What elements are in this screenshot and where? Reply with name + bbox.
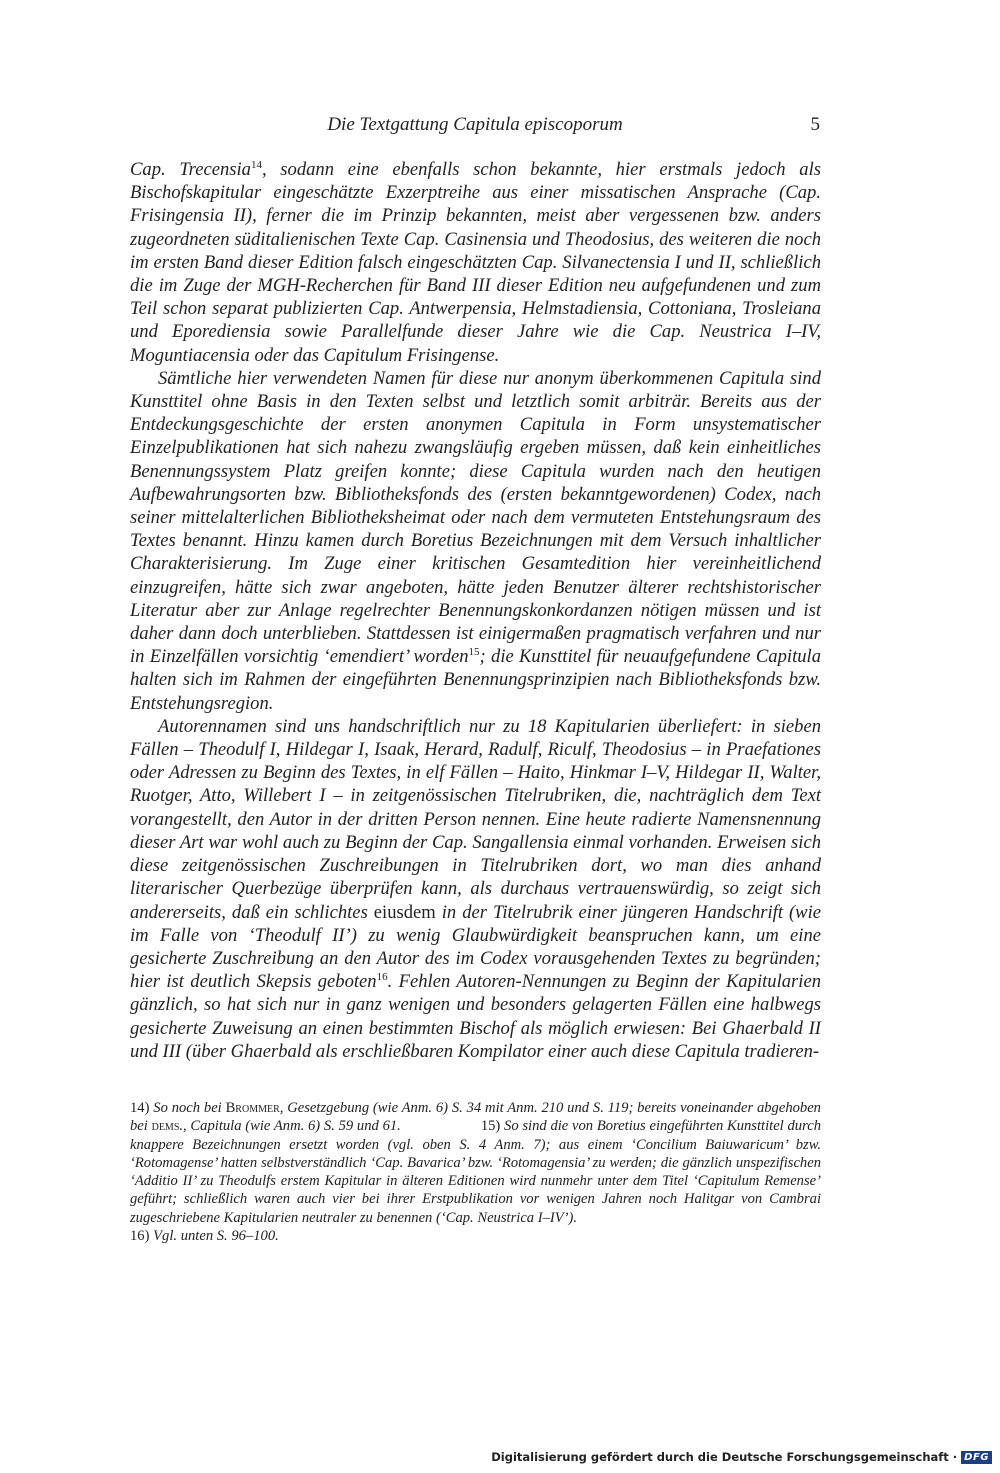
footnote-15-text: So sind die von Boretius eingeführten Kunsttitel durch knappere Bezeichnungen ersetzt worden (vgl. oben S. 4 Anm. 7); aus einem ‘Concilium Baiuwaricum’ bzw. ‘Rotomagense’ hatten selbstverständlich ‘Cap. Bavarica’ bzw. ‘Rotomagensia’ zu werden; die gänzlich unspezifischen ‘Additio II’ zu Theodulfs erstem Kapitular in älteren Editionen wird nunmehr unter dem Titel ‘Capitulum Remense’ geführt; schließlich waren auch vier bei ihrer Erstpublikation vor wenigen Jahren noch Halitgar von Cambrai zugeschriebene Kapitularien neutraler zu benennen (‘Cap. Neustrica I–IV’). <box>130 1118 821 1226</box>
paragraph-1 <box>130 158 821 367</box>
footnote-15-number: 15) <box>480 1118 501 1135</box>
main-text <box>130 158 821 1063</box>
footnote-ref-14[interactable]: 14 <box>250 159 262 171</box>
footnote-14-text-b: , Gesetzgebung (wie Anm. 6) S. 34 mit Anm. 210 und S. 119; bereits voneinander abgehoben bei <box>130 1100 821 1135</box>
footnote-14-text-c: ., Capitula (wie Anm. 6) S. 59 und 61. <box>179 1118 401 1135</box>
paragraph-3-text-a: Autorennamen sind uns handschriftlich nur zu 18 Kapitularien überliefert: in sieben Fällen – Theodulf I, Hildegar I, Isaak, Herard, Radulf, Riculf, Theodosius – in Praefationes oder Adressen zu Beginn des Textes, in elf Fällen – Haito, Hinkmar I–V, Hildegar II, Walter, Ruotger, Atto, Willebert I – in zeitgenössischen Titelrubriken, die, nachträglich dem Text vorangestellt, den Autor in der dritten Person nennen. Eine heute radierte Namensnennung dieser Art war wohl auch zu Beginn der Cap. Sangallensia einmal vorhanden. Erweisen sich diese zeitgenössischen Zuschreibungen in Titelrubriken dort, wo man dies anhand literarischer Querbezüge überprüfen kann, als durchaus vertrauenswürdig, so zeigt sich andererseits, daß ein schlichtes <box>130 715 821 923</box>
term-eiusdem: eiusdem <box>373 901 436 923</box>
paragraph-3 <box>130 715 821 1063</box>
dfg-logo-icon: DFG <box>961 1451 992 1464</box>
footnote-ref-16[interactable]: 16 <box>376 971 388 984</box>
footnote-14-text-a: So noch bei <box>153 1100 222 1116</box>
footnotes <box>130 1099 821 1245</box>
credit-text: Digitalisierung gefördert durch die Deutsche Forschungsgemeinschaft · <box>491 1450 958 1464</box>
paragraph-2 <box>130 367 821 715</box>
paragraph-1-text-a: Cap. Trecensia <box>130 159 251 180</box>
paragraph-3-text-c: . Fehlen Autoren-Nennungen zu Beginn der Kapitularien gänzlich, so hat sich nur in ganz wenigen und besonders gelagerten Fällen eine halbwegs gesicherte Zuweisung an einen bestimmten Bischof als möglich erwiesen: Bei Ghaerbald II und III (über Ghaerbald als erschließbaren Kompilator einer auch diese Capitula tradieren- <box>130 971 822 1062</box>
footnote-16-text: Vgl. unten S. 96–100. <box>153 1228 279 1245</box>
paragraph-2-text-a: Sämtliche hier verwendeten Namen für diese nur anonym überkommenen Capitula sind Kunsttitel ohne Basis in den Texten selbst und letztlich somit arbiträr. Bereits aus der Entdeckungsgeschichte der ersten anonymen Capitula in Form unsystematischer Einzelpublikationen hat sich nahezu zwangsläufig ergeben müssen, daß kein einheitliches Benennungssystem Platz greifen konnte; diese Capitula wurden nach den heutigen Aufbewahrungsorten bzw. Bibliotheksfonds des (ersten bekanntgewordenen) Codex, nach seiner mittelalterlichen Bibliotheksheimat oder nach dem vermuteten Entstehungsraum des Textes benannt. Hinzu kamen durch Boretius Bezeichnungen mit dem Versuch inhaltlicher Charakterisierung. Im Zuge einer kritischen Gesamtedition hier vereinheitlichend einzugreifen, hätte sich zwar angeboten, hätte jeden Benutzer älterer rechtshistorischer Literatur aber zur Anlage regelrechter Benennungskonkordanzen nötigen müssen und ist daher dann doch unterblieben. Stattdessen ist einigermaßen pragmatisch verfahren und nur in Einzelfällen vorsichtig ‘emendiert’ worden <box>130 367 821 668</box>
paragraph-1-text-b: , sodann eine ebenfalls schon bekannte, hier erstmals jedoch als Bischofskapitular eingeschätzte Exzerptreihe aus einer missatischen Ansprache (Cap. Frisingensia II), ferner die im Prinzip bekannten, meist aber vergessenen bzw. anders zugeordneten süditalienischen Texte Cap. Casinensia und Theodosius, des weiteren die noch im ersten Band dieser Edition falsch eingeschätzten Cap. Silvanectensia I und II, schließlich die im Zuge der MGH-Recherchen für Band III dieser Edition neu aufgefundenen und zum Teil schon separat publizierten Cap. Antwerpensia, Helmstadiensia, Cottoniana, Trosleiana und Eporediensia sowie Parallelfunde dieser Jahre wie die Cap. Neustrica I–IV, Moguntiacensia oder das Capitulum Frisingense. <box>130 159 821 366</box>
footnote-14-author: Brommer <box>225 1100 280 1116</box>
paragraph-2-text-b: ; die Kunsttitel für neuaufgefundene Capitula halten sich im Rahmen der eingeführten Benennungsprinzipien nach Bibliotheksfonds bzw. Entstehungsregion. <box>130 646 821 714</box>
digitization-credit <box>491 1448 992 1466</box>
running-title: Die Textgattung Capitula episcoporum <box>327 114 623 135</box>
footnote-14-author-ref: dems <box>151 1118 180 1135</box>
footnote-ref-15[interactable]: 15 <box>468 646 480 659</box>
paragraph-3-text-b: in der Titelrubrik einer jüngeren Handschrift (wie im Falle von ‘Theodulf II’) zu wenig Glaubwürdigkeit beanspruchen kann, um eine gesicherte Zuschreibung an den Autor des im Codex vorausgehenden Textes zu begründen; hier ist deutlich Skepsis geboten <box>130 901 821 993</box>
page-number: 5 <box>810 114 820 135</box>
footnote-16-number: 16) <box>130 1228 150 1245</box>
footnote-14-15 <box>130 1099 821 1227</box>
footnote-16 <box>130 1227 821 1245</box>
footnote-14-number: 14) <box>130 1100 150 1116</box>
running-head <box>130 114 820 142</box>
